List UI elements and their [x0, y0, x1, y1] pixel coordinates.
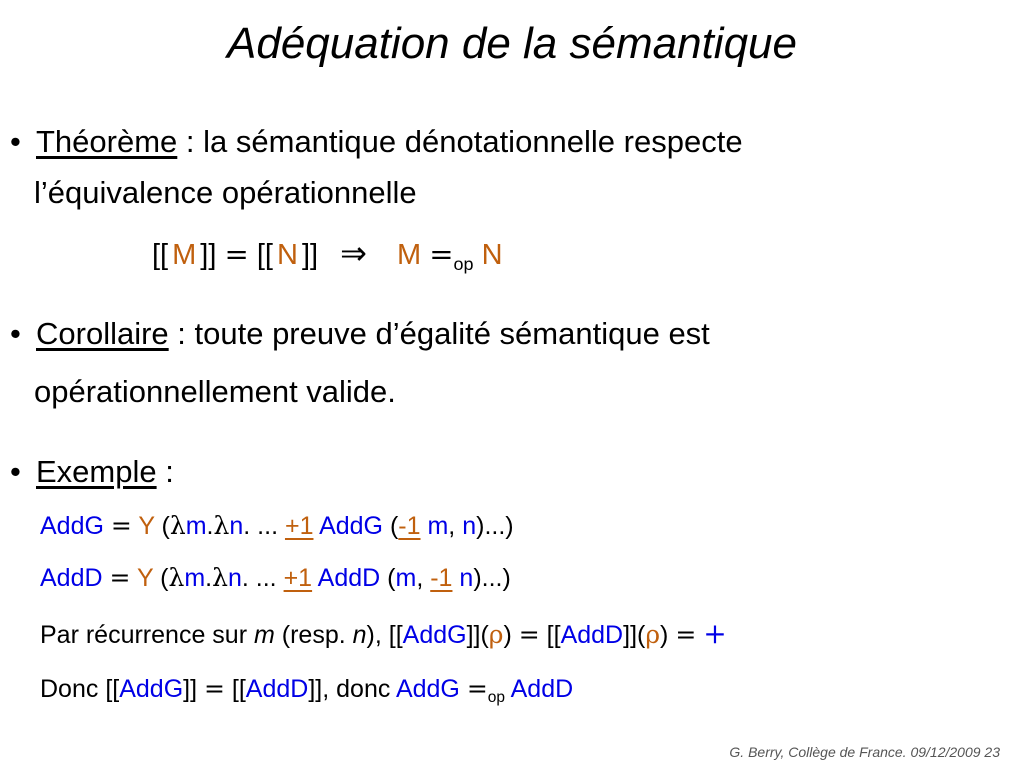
theorem-bullet: [10, 122, 743, 162]
dot: .: [206, 512, 214, 540]
var-n: n: [229, 512, 244, 540]
addg-name: AddG: [119, 675, 184, 703]
theorem-line2: l’équivalence opérationnelle: [34, 175, 417, 210]
bracket-close: ]]: [301, 239, 319, 271]
equals-sign: =: [518, 620, 540, 649]
var-m: m: [427, 512, 449, 540]
corollary-label: Corollaire: [36, 316, 169, 351]
donc-text-2: donc: [336, 675, 391, 703]
y-combinator: Y: [138, 512, 155, 540]
addg-definition: AddG = Y (λm.λn. ... +1 AddG (-1 m, n)...): [40, 511, 514, 540]
equals-sign: =: [224, 237, 249, 271]
theorem-formula: [152, 233, 503, 278]
formula-n: N: [481, 239, 503, 271]
recurrence-line: Par récurrence sur m (resp. n), [[AddG]](ρ) = [[AddD]](ρ) = +: [40, 617, 727, 650]
lambda-icon: λ: [212, 563, 228, 592]
plus-one: +1: [284, 512, 314, 540]
lambda-icon: λ: [168, 563, 185, 592]
resp-text: (resp.: [281, 621, 346, 649]
y-combinator: Y: [136, 564, 154, 592]
conclusion-line: Donc [[AddG]] = [[AddD]], donc AddG $=_{op}$ AddD: [40, 674, 574, 707]
rho-icon: ρ: [645, 620, 661, 649]
formula-n: N: [276, 239, 298, 271]
var-m: m: [185, 512, 207, 540]
addd-name: AddD: [245, 675, 309, 703]
op-subscript: op: [487, 689, 506, 707]
bullet-icon: •: [10, 124, 21, 159]
slide-footer: G. Berry, Collège de France. 09/12/2009 23: [729, 744, 1000, 760]
ellipsis: ...: [481, 564, 503, 592]
corollary-text: : toute preuve d’égalité sémantique est: [168, 316, 710, 351]
var-m-italic: m: [253, 621, 275, 649]
corollary-bullet: [10, 314, 710, 354]
var-m: m: [184, 564, 206, 592]
var-n: n: [459, 564, 474, 592]
addd-name: AddD: [510, 675, 574, 703]
var-n-italic: n: [352, 621, 367, 649]
var-m: m: [395, 564, 417, 592]
dot: .: [205, 564, 213, 592]
equals-sign: =: [109, 563, 131, 592]
ellipsis: ...: [484, 512, 506, 540]
lambda-icon: λ: [213, 511, 230, 540]
ellipsis: ...: [255, 564, 277, 592]
minus-one: -1: [430, 564, 453, 592]
plus-one: +1: [283, 564, 313, 592]
equals-sign: =: [675, 620, 697, 649]
slide-title: Adéquation de la sémantique: [227, 19, 797, 68]
minus-one: -1: [398, 512, 421, 540]
var-n: n: [462, 512, 477, 540]
lambda-icon: λ: [169, 511, 186, 540]
op-subscript: op: [453, 254, 474, 275]
bracket-close: ]]: [200, 239, 217, 271]
donc-text: Donc: [40, 675, 99, 703]
bullet-icon: •: [10, 316, 21, 351]
addg-name: AddG: [40, 512, 104, 540]
dot: .: [241, 564, 249, 592]
corollary-line2: opérationnellement valide.: [34, 374, 396, 409]
addd-name: AddD: [560, 621, 624, 649]
bullet-icon: •: [10, 454, 21, 489]
formula-m: M: [397, 239, 422, 271]
ellipsis: ...: [257, 512, 279, 540]
addd-definition: AddD = Y (λm.λn. ... +1 AddD (m, -1 n)...): [40, 563, 511, 592]
addg-name: AddG: [402, 621, 467, 649]
var-n: n: [227, 564, 242, 592]
bracket-open: [[: [152, 239, 169, 271]
formula-m: M: [172, 239, 197, 271]
bracket-open: [[: [256, 239, 273, 271]
theorem-label: Théorème: [36, 124, 178, 159]
example-label: Exemple: [36, 454, 157, 489]
recurrence-text: Par récurrence sur: [40, 621, 248, 649]
equals-sign: =: [204, 674, 225, 703]
addg-name: AddG: [395, 675, 460, 703]
equals-sign: =: [110, 511, 132, 540]
addg-name: AddG: [319, 512, 383, 540]
addd-name: AddD: [317, 564, 381, 592]
plus-sign: +: [703, 617, 727, 650]
dot: .: [243, 512, 251, 540]
equals-op-sign: =: [429, 237, 454, 271]
equals-op-sign: =: [466, 674, 488, 703]
example-text: :: [156, 454, 174, 489]
implies-icon: ⇒: [340, 234, 367, 272]
theorem-text: : la sémantique dénotationnelle respecte: [177, 124, 743, 159]
example-bullet: [10, 452, 174, 492]
addd-name: AddD: [40, 564, 103, 592]
rho-icon: ρ: [488, 620, 504, 649]
